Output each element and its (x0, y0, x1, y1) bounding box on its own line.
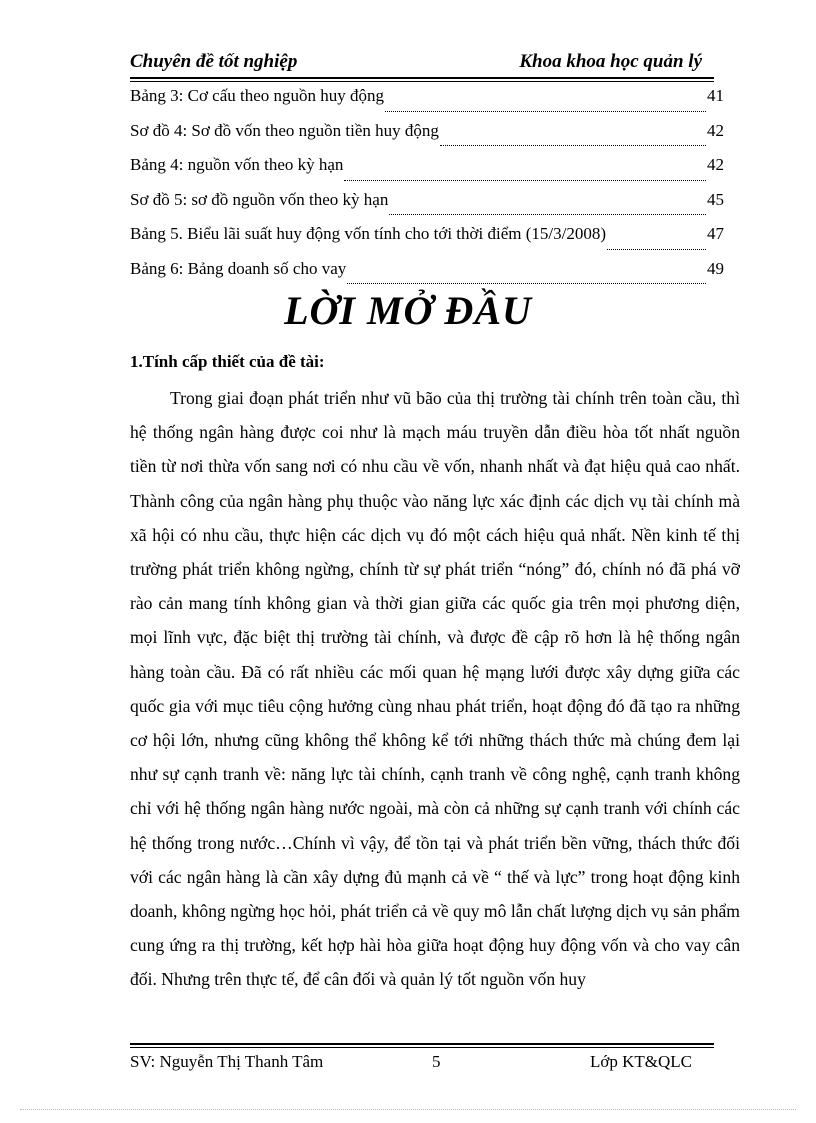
footer-class: Lớp KT&QLC (590, 1052, 693, 1071)
toc-entry-page: 45 (707, 189, 724, 209)
page-title: LỜI MỞ ĐẦU (284, 288, 532, 333)
toc-entry-label: Bảng 4: nguồn vốn theo kỳ hạn (130, 155, 344, 174)
footer-student: SV: Nguyễn Thị Thanh Tâm (130, 1052, 324, 1071)
toc-leader (607, 249, 706, 250)
toc-entry-page: 42 (707, 155, 724, 174)
toc-entry-page: 41 (707, 86, 724, 105)
toc-leader (389, 214, 706, 215)
toc-leader (385, 111, 706, 112)
toc-entry[interactable] (130, 84, 724, 119)
toc-leader (440, 145, 706, 146)
page-footer (130, 1043, 724, 1073)
footer-rule (130, 1043, 714, 1045)
toc-entry[interactable] (130, 222, 724, 257)
page-bottom-separator (20, 1109, 796, 1110)
toc-entry-label: Sơ đồ 4: Sơ đồ vốn theo nguồn tiền huy động (130, 120, 439, 140)
toc-entry[interactable] (130, 257, 724, 292)
footer-page-number: 5 (432, 1052, 441, 1071)
header-rule (130, 77, 714, 79)
toc-entry[interactable] (130, 119, 724, 154)
toc-entry-page: 49 (707, 258, 724, 278)
toc-entry-label: Bảng 3: Cơ cấu theo nguồn huy động (130, 86, 385, 105)
toc-entry-label: Bảng 5. Biểu lãi suất huy động vốn tính cho tới thời điểm (15/3/2008) (130, 224, 606, 243)
header-right: Khoa khoa học quản lý (519, 51, 702, 72)
header-left: Chuyên đề tốt nghiệp (130, 51, 298, 72)
body-paragraph: Trong giai đoạn phát triển như vũ bão của thị trường tài chính trên toàn cầu, thì hệ thống ngân hàng được coi như là mạch máu truyền dẫn điều hòa tốt nhất nguồn tiền từ nơi thừa vốn sang nơi có nhu cầu về vốn, nhanh nhất và đạt hiệu quả cao nhất. Thành công của ngân hàng phụ thuộc vào năng lực xác định các dịch vụ tài chính mà xã hội có nhu cầu, thực hiện các dịch vụ đó một cách hiệu quả nhất. Nền kinh tế thị trường phát triển không ngừng, chính từ sự phát triển “nóng” đó, chính nó đã phá vỡ rào cản mang tính không gian và thời gian giữa các quốc gia trên mọi phương diện, mọi lĩnh vực, đặc biệt thị trường tài chính, và được đề cập rõ hơn là hệ thống ngân hàng toàn cầu. Đã có rất nhiều các mối quan hệ mạng lưới được xây dựng giữa các quốc gia với mục tiêu cộng hưởng cùng nhau phát triển, hoạt động đó đã tạo ra những cơ hội lớn, nhưng cũng không thể không kể tới những thách thức mà chúng đem lại như sự cạnh tranh về: năng lực tài chính, cạnh tranh về công nghệ, cạnh tranh không chỉ với hệ thống ngân hàng nước ngoài, mà còn cả những sự cạnh tranh với chính các hệ thống trong nước…Chính vì vậy, để tồn tại và phát triển bền vững, thách thức đối với các ngân hàng là cần xây dựng đủ mạnh cả về “ thế và lực” trong hoạt động kinh doanh, không ngừng học hỏi, phát triển cả về quy mô lẫn chất lượng dịch vụ sản phẩm cung ứng ra thị trường, kết hợp hài hòa giữa hoạt động huy động vốn và cho vay cân đối. Nhưng trên thực tế, để cân đối và quản lý tốt nguồn vốn huy (130, 388, 740, 990)
toc-entry-label: Sơ đồ 5: sơ đồ nguồn vốn theo kỳ hạn (130, 189, 389, 209)
table-of-figures (130, 84, 724, 291)
page-header (130, 51, 714, 79)
toc-entry-label: Bảng 6: Bảng doanh số cho vay (130, 258, 347, 278)
section-heading: 1.Tính cấp thiết của đề tài: (130, 352, 325, 371)
toc-leader (347, 283, 706, 284)
toc-leader (344, 180, 706, 181)
header-rule-thin (130, 81, 714, 82)
footer-rule-thin (130, 1047, 714, 1048)
toc-entry[interactable] (130, 153, 724, 188)
toc-entry-page: 47 (707, 224, 724, 243)
toc-entry[interactable] (130, 188, 724, 223)
toc-entry-page: 42 (707, 120, 724, 140)
